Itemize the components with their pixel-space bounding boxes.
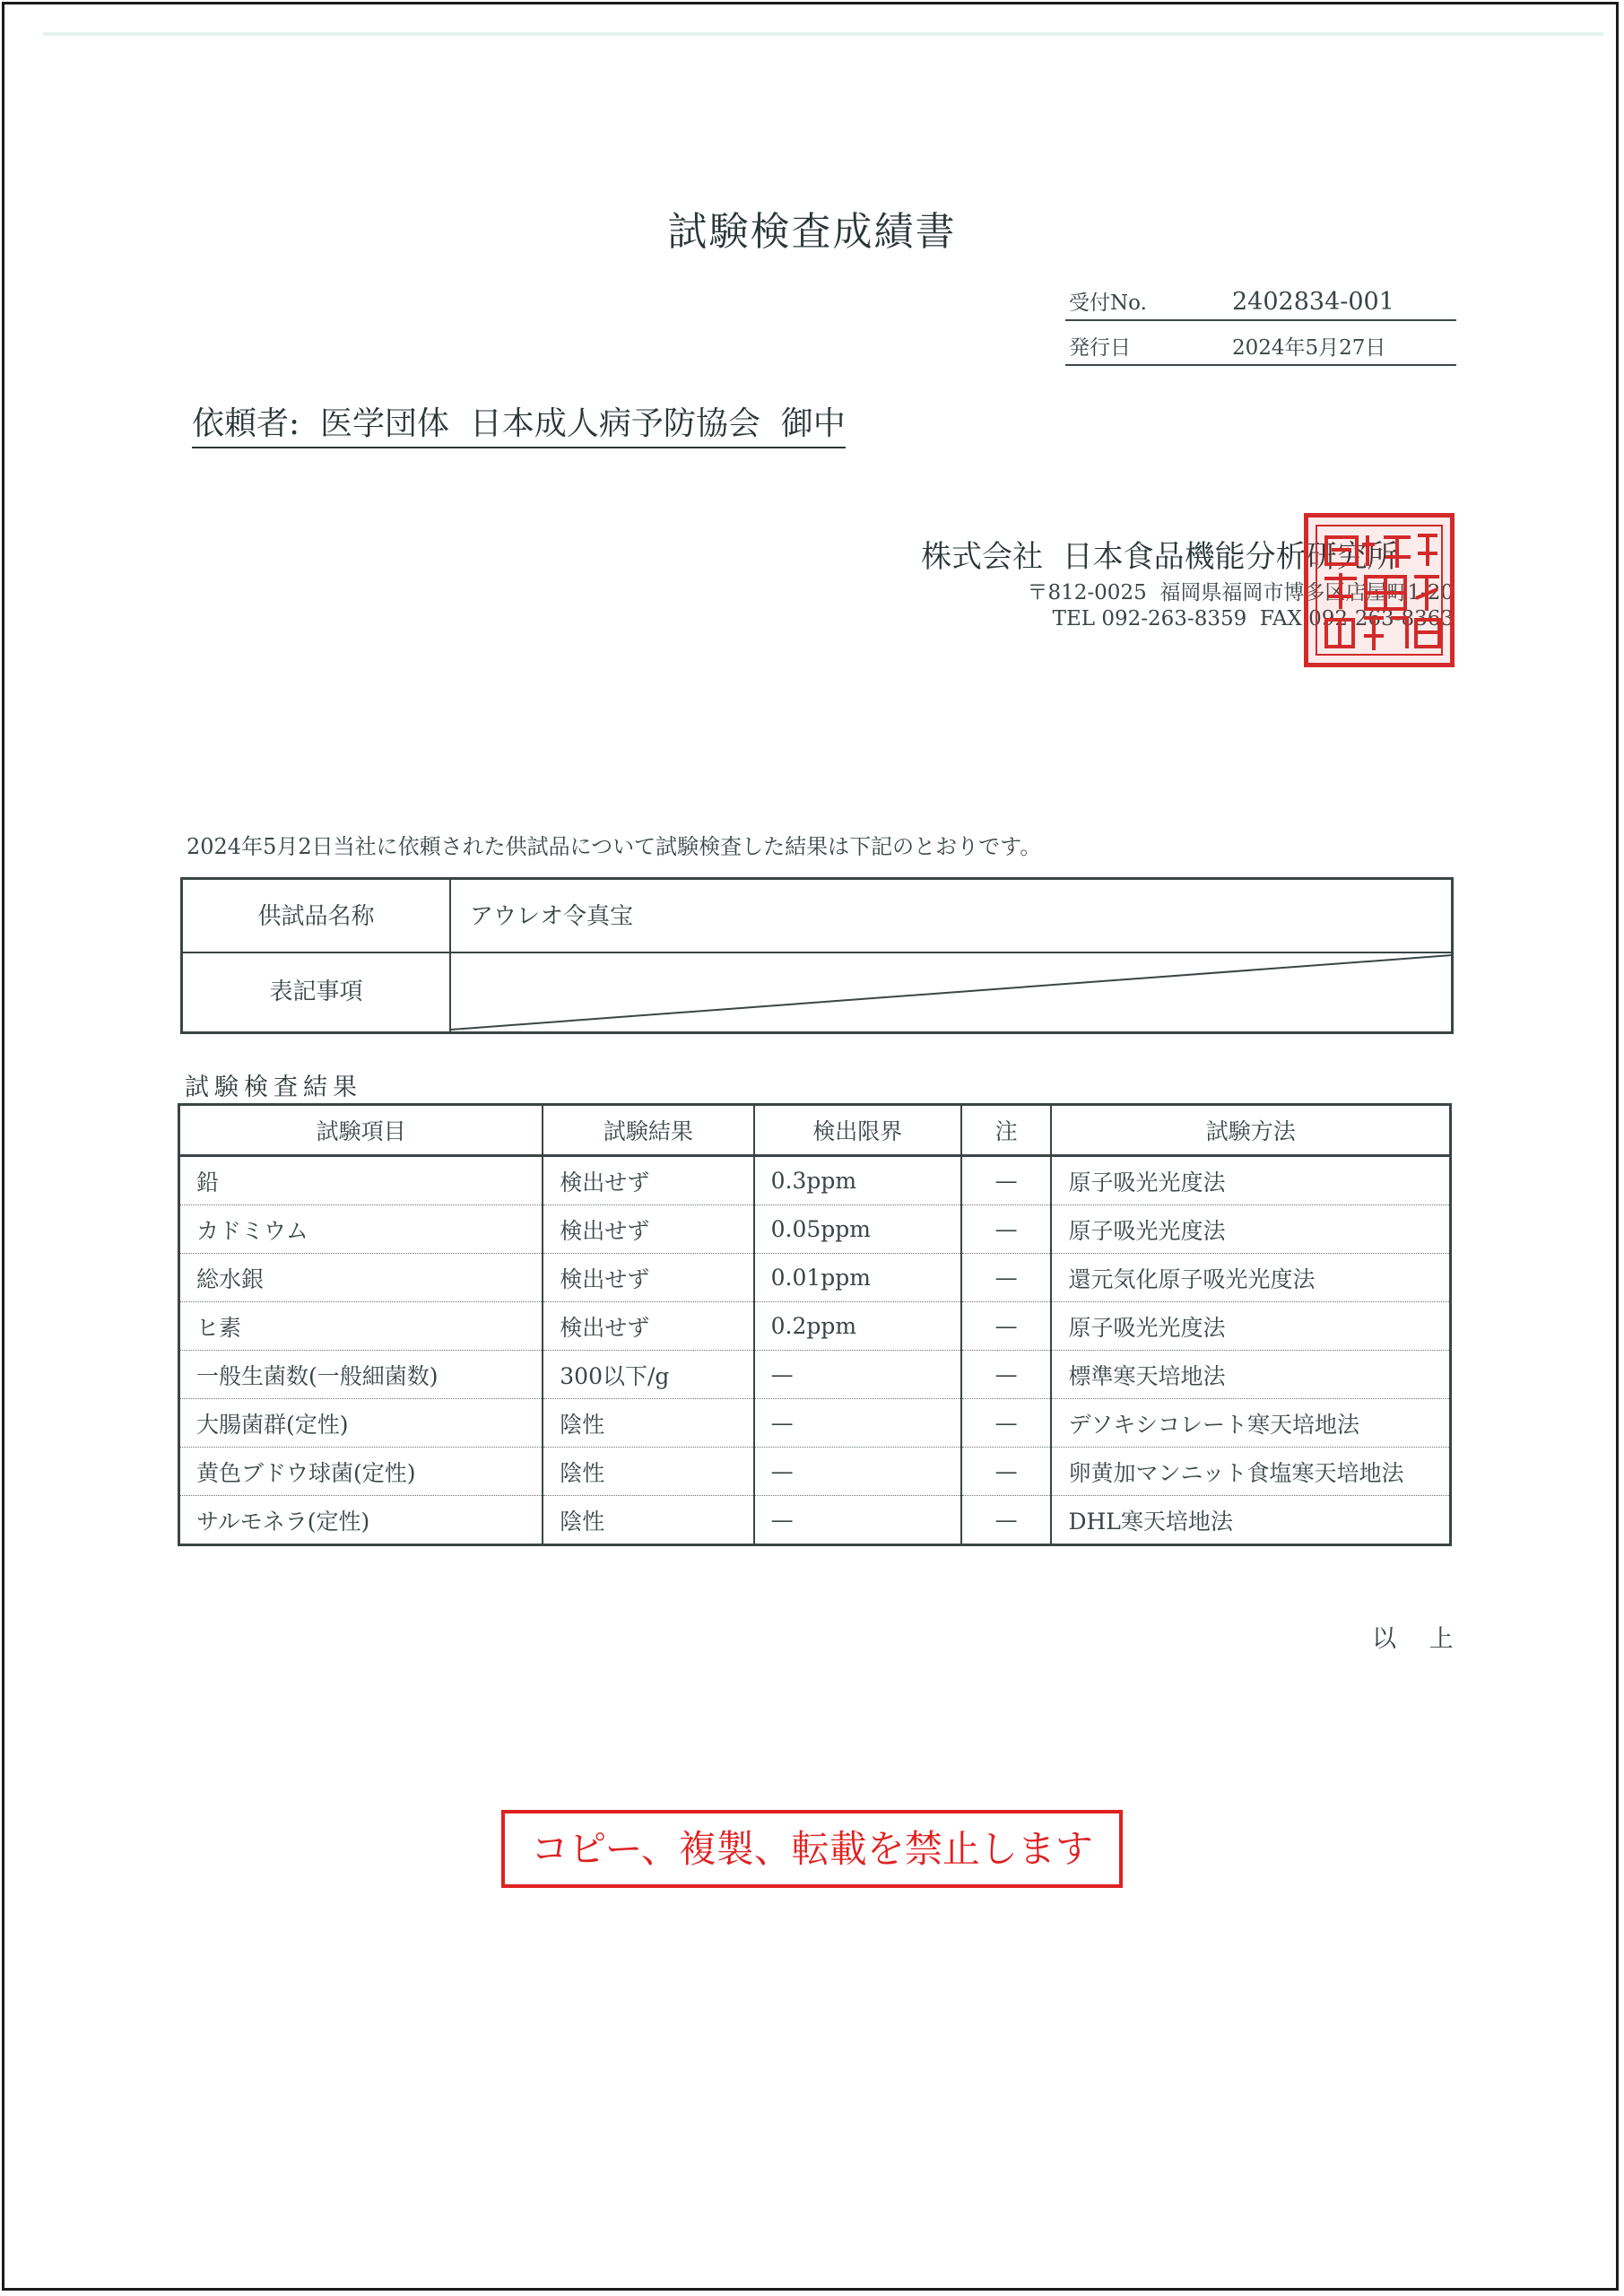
header-test-item: 試験項目 <box>179 1105 543 1156</box>
results-header-row <box>179 1105 1451 1156</box>
cell-limit: — <box>754 1351 961 1399</box>
cell-note: — <box>961 1254 1052 1302</box>
cell-result: 検出せず <box>543 1205 753 1254</box>
table-row <box>179 1496 1451 1545</box>
cell-item: カドミウム <box>179 1205 543 1254</box>
issue-date-label: 発行日 <box>1069 336 1131 360</box>
cell-result: 陰性 <box>543 1448 753 1496</box>
cell-result: 陰性 <box>543 1496 753 1545</box>
table-row <box>179 1156 1451 1205</box>
cell-result: 検出せず <box>543 1254 753 1302</box>
sample-name-value: アウレオ令真宝 <box>470 903 634 930</box>
table-row <box>179 1205 1451 1254</box>
table-row <box>179 1351 1451 1399</box>
cell-method: 原子吸光光度法 <box>1051 1205 1450 1254</box>
document-title: 試験検査成績書 <box>667 209 957 255</box>
cell-limit: 0.01ppm <box>754 1254 961 1302</box>
cell-note: — <box>961 1496 1052 1545</box>
header-test-method: 試験方法 <box>1051 1105 1450 1156</box>
header-note: 注 <box>961 1105 1052 1156</box>
cell-method: デソキシコレート寒天培地法 <box>1051 1399 1450 1448</box>
sample-info-table <box>180 877 1454 1034</box>
client-name: 依頼者: 医学団体 日本成人病予防協会 御中 <box>192 398 846 448</box>
cell-result: 検出せず <box>543 1302 753 1351</box>
cell-item: 一般生菌数(一般細菌数) <box>179 1351 543 1399</box>
cell-limit: — <box>754 1496 961 1545</box>
notation-strikeout-line <box>451 953 1452 1031</box>
table-row <box>179 1302 1451 1351</box>
cell-limit: 0.2ppm <box>754 1302 961 1351</box>
notation-label: 表記事項 <box>269 978 363 1005</box>
table-row <box>179 1254 1451 1302</box>
cell-item: サルモネラ(定性) <box>179 1496 543 1545</box>
cell-method: 標準寒天培地法 <box>1051 1351 1450 1399</box>
cell-limit: — <box>754 1399 961 1448</box>
cell-note: — <box>961 1399 1052 1448</box>
cell-limit: 0.05ppm <box>754 1205 961 1254</box>
closing-mark: 以 上 <box>1372 1625 1466 1653</box>
cell-method: 還元気化原子吸光光度法 <box>1051 1254 1450 1302</box>
cell-note: — <box>961 1156 1052 1205</box>
sample-name-label: 供試品名称 <box>257 903 375 930</box>
cell-note: — <box>961 1351 1052 1399</box>
scan-edge-band <box>43 32 1603 36</box>
cell-item: 総水銀 <box>179 1254 543 1302</box>
cell-limit: 0.3ppm <box>754 1156 961 1205</box>
cell-result: 検出せず <box>543 1156 753 1205</box>
cell-note: — <box>961 1302 1052 1351</box>
issuer-contact: TEL 092-263-8359 FAX 092-263-8363 <box>1052 607 1454 631</box>
cell-result: 300以下/g <box>543 1351 753 1399</box>
company-seal-stamp <box>1304 513 1455 667</box>
cell-item: 黄色ブドウ球菌(定性) <box>179 1448 543 1496</box>
issuer-address: 〒812-0025 福岡県福岡市博多区店屋町1-20 <box>1027 581 1454 604</box>
results-table <box>178 1103 1452 1546</box>
issue-date-row <box>1065 328 1456 366</box>
cell-result: 陰性 <box>543 1399 753 1448</box>
cell-item: 鉛 <box>179 1156 543 1205</box>
results-section-title: 試験検査結果 <box>185 1074 362 1101</box>
copy-prohibited-notice: コピー、複製、転載を禁止します <box>501 1810 1123 1888</box>
cell-note: — <box>961 1205 1052 1254</box>
cell-method: 卵黄加マンニット食塩寒天培地法 <box>1051 1448 1450 1496</box>
table-row <box>179 1448 1451 1496</box>
cell-method: DHL寒天培地法 <box>1051 1496 1450 1545</box>
issuer-company: 株式会社 日本食品機能分析研究所 <box>921 539 1398 575</box>
reception-row <box>1065 283 1456 321</box>
header-detection-limit: 検出限界 <box>754 1105 961 1156</box>
cell-item: ヒ素 <box>179 1302 543 1351</box>
issue-date: 2024年5月27日 <box>1232 336 1386 360</box>
cell-method: 原子吸光光度法 <box>1051 1302 1450 1351</box>
table-row <box>179 1399 1451 1448</box>
intro-text: 2024年5月2日当社に依頼された供試品について試験検査した結果は下記のとおりです。 <box>187 834 1042 859</box>
reception-label: 受付No. <box>1069 291 1147 315</box>
reception-number: 2402834-001 <box>1232 288 1394 316</box>
seal-glyph-marks <box>1308 517 1450 663</box>
cell-method: 原子吸光光度法 <box>1051 1156 1450 1205</box>
cell-note: — <box>961 1448 1052 1496</box>
header-test-result: 試験結果 <box>543 1105 753 1156</box>
cell-limit: — <box>754 1448 961 1496</box>
cell-item: 大腸菌群(定性) <box>179 1399 543 1448</box>
